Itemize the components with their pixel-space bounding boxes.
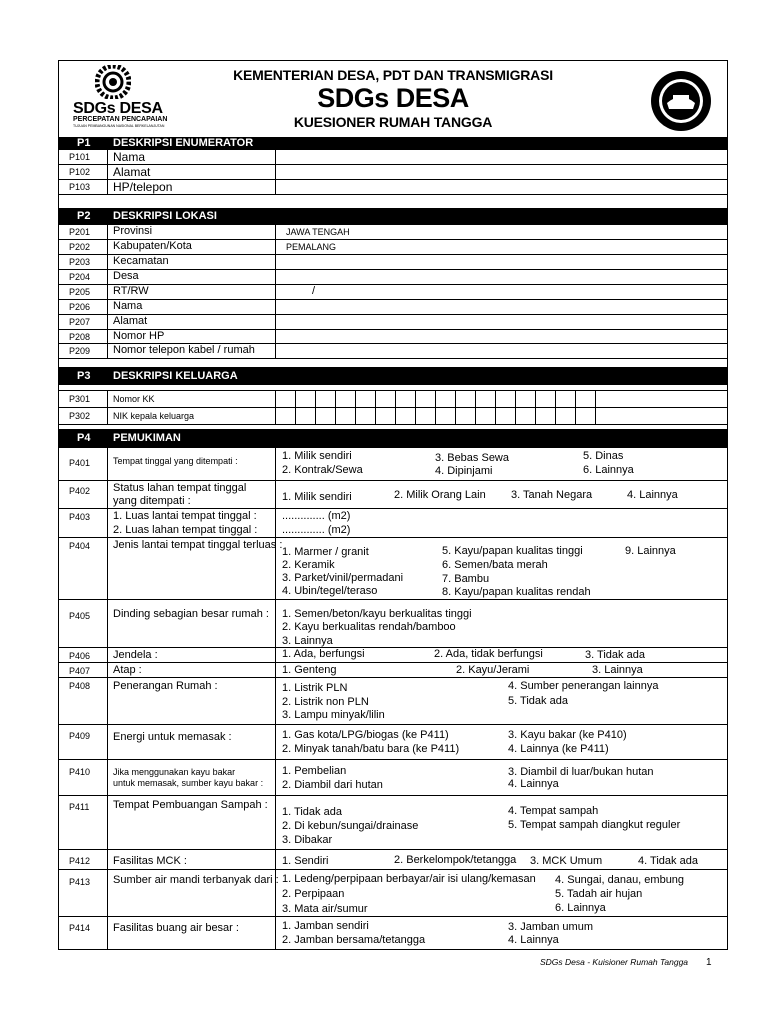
- row-p411: P411 Tempat Pembuangan Sampah : 1. Tidak ada 2. Di kebun/sungai/drainase 3. Dibakar 4. Tempat sampah 5. Tempat sampah diangkut reguler: [59, 795, 727, 849]
- row-p408: P408 Penerangan Rumah : 1. Listrik PLN 2. Listrik non PLN 3. Lampu minyak/lilin 4. Sumber penerangan lainnya 5. Tidak ada: [59, 677, 727, 724]
- row-p206: P206 Nama: [59, 299, 727, 314]
- p409-options[interactable]: 1. Gas kota/LPG/biogas (ke P411) 2. Minyak tanah/batu bara (ke P411) 3. Kayu bakar (ke P410) 4. Lainnya (ke P411): [275, 725, 727, 759]
- form-subtitle: KUESIONER RUMAH TANGGA: [293, 114, 493, 130]
- row-p412: P412 Fasilitas MCK : 1. Sendiri 2. Berkelompok/tetangga 3. MCK Umum 4. Tidak ada: [59, 849, 727, 869]
- row-p401: P401 Tempat tinggal yang ditempati : 1. Milik sendiri 2. Kontrak/Sewa 3. Bebas Sewa 4. Dipinjami 5. Dinas 6. Lainnya: [59, 447, 727, 480]
- logo-tagline: TUJUAN PEMBANGUNAN NASIONAL BERKELANJUTAN: [73, 124, 165, 128]
- p404-options[interactable]: 1. Marmer / granit 2. Keramik 3. Parket/vinil/permadani 4. Ubin/tegel/teraso 5. Kayu/papan kualitas tinggi 6. Semen/bata merah 7. Bambu 8. Kayu/papan kualitas rendah 9. Lainnya: [275, 538, 727, 599]
- p412-options[interactable]: 1. Sendiri 2. Berkelompok/tetangga 3. MCK Umum 4. Tidak ada: [275, 850, 727, 869]
- section-p1-header: P1 DESKRIPSI ENUMERATOR: [59, 137, 727, 149]
- footer-text: SDGs Desa - Kuisioner Rumah Tangga: [540, 957, 689, 967]
- respondent-name-field[interactable]: [275, 300, 727, 314]
- mobile-number-field[interactable]: [275, 330, 727, 343]
- regency-field[interactable]: PEMALANG: [275, 240, 727, 254]
- page-number: 1: [706, 957, 712, 968]
- row-p405: P405 Dinding sebagian besar rumah : 1. Semen/beton/kayu berkualitas tinggi 2. Kayu berkualitas rendah/bamboo 3. Lainnya: [59, 599, 727, 647]
- p414-options[interactable]: 1. Jamban sendiri 2. Jamban bersama/tetangga 3. Jamban umum 4. Lainnya: [275, 917, 727, 950]
- kk-number-boxes[interactable]: [275, 391, 727, 407]
- row-p402: P402 Status lahan tempat tinggal yang ditempati : 1. Milik sendiri 2. Milik Orang Lain 3. Tanah Negara 4. Lainnya: [59, 480, 727, 508]
- district-field[interactable]: [275, 255, 727, 269]
- row-p203: P203 Kecamatan: [59, 254, 727, 269]
- spacer: [59, 358, 727, 367]
- p410-options[interactable]: 1. Pembelian 2. Diambil dari hutan 3. Diambil di luar/bukan hutan 4. Lainnya: [275, 760, 727, 795]
- logo-title: SDGs DESA: [73, 100, 163, 117]
- row-p403: P403 1. Luas lantai tempat tinggal : 2. Luas lahan tempat tinggal : .............. (m2) .............. (m2): [59, 508, 727, 537]
- row-p404: P404 Jenis lantai tempat tinggal terluas : 1. Marmer / granit 2. Keramik 3. Parket/vinil/permadani 4. Ubin/tegel/teraso 5. Kayu/papan kualitas tinggi 6. Semen/bata merah 7. Bambu 8. Kayu/papan kualitas rendah 9. Lainnya: [59, 537, 727, 599]
- spacer: [59, 194, 727, 208]
- p406-options[interactable]: 1. Ada, berfungsi 2. Ada, tidak berfungsi 3. Tidak ada: [275, 648, 727, 662]
- enumerator-address-field[interactable]: [275, 165, 727, 179]
- village-field[interactable]: [275, 270, 727, 284]
- row-p103: P103 HP/telepon: [59, 179, 727, 194]
- province-field[interactable]: JAWA TENGAH: [275, 225, 727, 239]
- p408-options[interactable]: 1. Listrik PLN 2. Listrik non PLN 3. Lampu minyak/lilin 4. Sumber penerangan lainnya 5. Tidak ada: [275, 678, 727, 724]
- section-p3-header: P3 DESKRIPSI KELUARGA: [59, 367, 727, 385]
- row-p406: P406 Jendela : 1. Ada, berfungsi 2. Ada, tidak berfungsi 3. Tidak ada: [59, 647, 727, 662]
- row-p407: P407 Atap : 1. Genteng 2. Kayu/Jerami 3. Lainnya: [59, 662, 727, 677]
- row-p409: P409 Energi untuk memasak : 1. Gas kota/LPG/biogas (ke P411) 2. Minyak tanah/batu bara (ke P411) 3. Kayu bakar (ke P410) 4. Lainnya (ke P411): [59, 724, 727, 759]
- enumerator-phone-field[interactable]: [275, 180, 727, 194]
- row-p209: P209 Nomor telepon kabel / rumah: [59, 343, 727, 358]
- row-p207: P207 Alamat: [59, 314, 727, 329]
- row-p204: P204 Desa: [59, 269, 727, 284]
- form-header: [59, 61, 727, 137]
- row-p414: P414 Fasilitas buang air besar : 1. Jamban sendiri 2. Jamban bersama/tetangga 3. Jamban umum 4. Lainnya: [59, 916, 727, 950]
- nik-number-boxes[interactable]: [275, 408, 727, 424]
- row-p410: P410 Jika menggunakan kayu bakar untuk memasak, sumber kayu bakar : 1. Pembelian 2. Diambil dari hutan 3. Diambil di luar/bukan hutan 4. Lainnya: [59, 759, 727, 795]
- p403-area-fields[interactable]: .............. (m2) .............. (m2): [275, 509, 727, 537]
- p401-options[interactable]: 1. Milik sendiri 2. Kontrak/Sewa 3. Bebas Sewa 4. Dipinjami 5. Dinas 6. Lainnya: [275, 448, 727, 480]
- row-p302: P302 NIK kepala keluarga: [59, 407, 727, 424]
- p413-options[interactable]: 1. Ledeng/perpipaan berbayar/air isi ulang/kemasan 2. Perpipaan 3. Mata air/sumur 4. Sungai, danau, embung 5. Tadah air hujan 6. Lainnya: [275, 870, 727, 916]
- questionnaire-form: [58, 60, 728, 950]
- row-p413: P413 Sumber air mandi terbanyak dari : 1. Ledeng/perpipaan berbayar/air isi ulang/kemasan 2. Perpipaan 3. Mata air/sumur 4. Sungai, danau, embung 5. Tadah air hujan 6. Lainnya: [59, 869, 727, 916]
- row-p201: P201 Provinsi JAWA TENGAH: [59, 224, 727, 239]
- landline-number-field[interactable]: [275, 344, 727, 358]
- enumerator-name-field[interactable]: [275, 150, 727, 164]
- row-p205: P205 RT/RW /: [59, 284, 727, 299]
- p405-options[interactable]: 1. Semen/beton/kayu berkualitas tinggi 2. Kayu berkualitas rendah/bamboo 3. Lainnya: [275, 600, 727, 647]
- section-p2-header: P2 DESKRIPSI LOKASI: [59, 208, 727, 224]
- row-p102: P102 Alamat: [59, 164, 727, 179]
- ministry-seal-icon: [649, 69, 713, 133]
- rt-rw-field[interactable]: /: [275, 285, 727, 299]
- row-p208: P208 Nomor HP: [59, 329, 727, 343]
- row-p202: P202 Kabupaten/Kota PEMALANG: [59, 239, 727, 254]
- p411-options[interactable]: 1. Tidak ada 2. Di kebun/sungai/drainase 3. Dibakar 4. Tempat sampah 5. Tempat sampah diangkut reguler: [275, 796, 727, 849]
- logo-subtitle: PERCEPATAN PENCAPAIAN: [73, 116, 168, 123]
- row-p101: P101 Nama: [59, 149, 727, 164]
- p402-options[interactable]: 1. Milik sendiri 2. Milik Orang Lain 3. Tanah Negara 4. Lainnya: [275, 481, 727, 508]
- form-title: SDGs DESA: [317, 83, 469, 113]
- ministry-name: KEMENTERIAN DESA, PDT DAN TRANSMIGRASI: [233, 67, 553, 83]
- p407-options[interactable]: 1. Genteng 2. Kayu/Jerami 3. Lainnya: [275, 663, 727, 677]
- section-p4-header: P4 PEMUKIMAN: [59, 429, 727, 447]
- respondent-address-field[interactable]: [275, 315, 727, 329]
- row-p301: P301 Nomor KK: [59, 390, 727, 407]
